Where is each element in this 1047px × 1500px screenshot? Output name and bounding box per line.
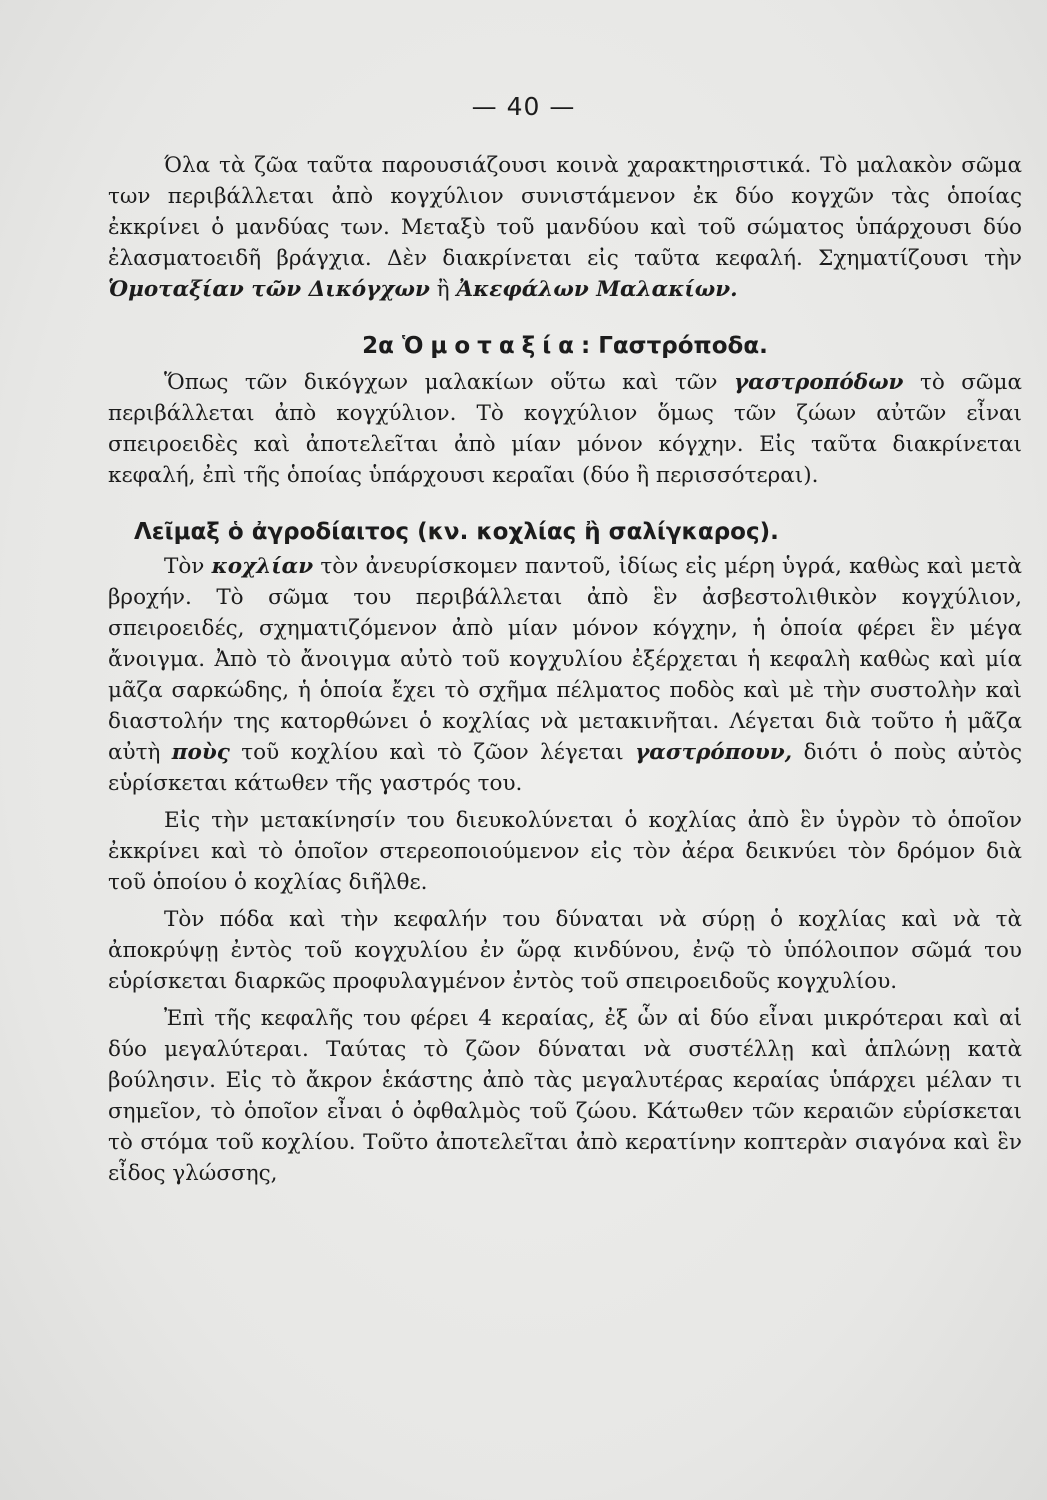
page-body	[108, 150, 1022, 1189]
bold-term: Ἀκεφάλων Μαλακίων.	[456, 277, 738, 302]
paragraph-antennae: Ἐπὶ τῆς κεφαλῆς του φέρει 4 κεραίας, ἐξ ὧν αἱ δύο εἶναι μικρότεραι καὶ αἱ δύο μεγαλύτεραι. Ταύτας τὸ ζῶον δύναται νὰ συστέλλῃ καὶ ἁπλώνῃ κατὰ βούλησιν. Εἰς τὸ ἄκρον ἑκάστης ἀπὸ τὰς μεγαλυτέρας κεραίας ὑπάρχει μέλαν τι σημεῖον, τὸ ὁποῖον εἶναι ὁ ὀφθαλμὸς τοῦ ζώου. Κάτωθεν τῶν κεραιῶν εὑρίσκεται τὸ στόμα τοῦ κοχλίου. Τοῦτο ἀποτελεῖται ἀπὸ κερατίνην κοπτερὰν σιαγόνα καὶ ἓν εἶδος γλώσσης,	[108, 1006, 1022, 1186]
bold-term: ποὺς	[171, 740, 230, 765]
paragraph-bivalves	[108, 150, 1022, 305]
heading-title: : Γαστρόποδα.	[581, 333, 768, 359]
paragraph-text: Ὅπως τῶν δικόγχων μαλακίων οὕτω καὶ τῶν	[164, 370, 734, 395]
page-number: — 40 —	[471, 92, 576, 121]
heading-spaced-word: Ὁμοταξία	[401, 333, 581, 359]
bold-term: Ὁμοταξίαν τῶν Δικόγχων	[108, 277, 430, 302]
paragraph-text: ἢ	[429, 277, 457, 302]
paragraph-text: τοῦ κοχλίου καὶ τὸ ζῶον λέγεται	[229, 740, 636, 765]
paragraph-movement: Εἰς τὴν μετακίνησίν του διευκολύνεται ὁ κοχλίας ἀπὸ ἓν ὑγρὸν τὸ ὁποῖον ἐκκρίνει καὶ τὸ ὁποῖον στερεοποιούμενον εἰς τὸν ἀέρα δεικνύει τὸν δρόμον διὰ τοῦ ὁποίου ὁ κοχλίας διῆλθε.	[108, 808, 1022, 895]
bold-term: γαστρόπουν,	[635, 740, 793, 765]
paragraph-text: διότι ὁ ποὺς αὐτὸς εὑρίσκεται κάτωθεν τῆς γαστρός του.	[108, 740, 1023, 796]
paragraph-text: τὸν ἀνευρίσκομεν παντοῦ, ἰδίως εἰς μέρη ὑγρά, καθὼς καὶ μετὰ βροχήν. Τὸ σῶμα του περιβάλλεται ἀπὸ ἓν ἀσβεστολιθικὸν κογχύλιον, σπειροειδές, σχηματιζόμενον ἀπὸ μίαν μόνον κόγχην, ἡ ὁποία φέρει ἓν μέγα ἄνοιγμα. Ἀπὸ τὸ ἄνοιγμα αὐτὸ τοῦ κογχυλίου ἐξέρχεται ἡ κεφαλὴ καθὼς καὶ μία μᾶζα σαρκώδης, ἡ ὁποία ἔχει τὸ σχῆμα πέλματος ποδὸς καὶ μὲ τὴν συστολὴν καὶ διαστολήν της κατορθώνει ὁ κοχλίας νὰ μετακινῆται. Λέγεται διὰ τοῦτο ἡ μᾶζα αὐτὴ	[108, 554, 1022, 765]
paragraph-gastropods	[108, 367, 1022, 491]
bold-term: γαστροπόδων	[733, 370, 904, 395]
bold-term: κοχλίαν	[211, 554, 314, 579]
subheading-snail: Λεῖμαξ ὁ ἀγροδίαιτος (κν. κοχλίας ἢ σαλίγκαρος).	[134, 519, 779, 545]
paragraph-text: τὸ σῶμα περιβάλλεται ἀπὸ κογχύλιον. Τὸ κογχύλιον ὅμως τῶν ζώων αὐτῶν εἶναι σπειροειδὲς καὶ ἀποτελεῖται ἀπὸ μίαν μόνον κόγχην. Εἰς ταῦτα διακρίνεται κεφαλή, ἐπὶ τῆς ὁποίας ὑπάρχουσι κεραῖαι (δύο ἢ περισσότεραι).	[108, 370, 1022, 488]
section-heading-gastropods	[108, 331, 1022, 361]
heading-number: 2α	[362, 333, 394, 359]
paragraph-foot-head: Τὸν πόδα καὶ τὴν κεφαλήν του δύναται νὰ σύρῃ ὁ κοχλίας καὶ νὰ τὰ ἀποκρύψῃ ἐντὸς τοῦ κογχυλίου ἐν ὥρᾳ κινδύνου, ἐνῷ τὸ ὑπόλοιπον σῶμά του εὑρίσκεται διαρκῶς προφυλαγμένον ἐντὸς τοῦ σπειροειδοῦς κογχυλίου.	[108, 907, 1022, 994]
paragraph-text: Όλα τὰ ζῶα ταῦτα παρουσιάζουσι κοινὰ χαρακτηριστικά. Τὸ μαλακὸν σῶμα των περιβάλλεται ἀπὸ κογχύλιον συνιστάμενον ἐκ δύο κογχῶν τὰς ὁποίας ἐκκρίνει ὁ μανδύας των. Μεταξὺ τοῦ μανδύου καὶ τοῦ σώματος ὑπάρχουσι δύο ἐλασματοειδῆ βράγχια. Δὲν διακρίνεται εἰς ταῦτα κεφαλή. Σχηματίζουσι τὴν	[108, 153, 1022, 271]
paragraph-text: Τὸν	[164, 554, 212, 579]
paragraph-snail-body	[108, 551, 1022, 799]
